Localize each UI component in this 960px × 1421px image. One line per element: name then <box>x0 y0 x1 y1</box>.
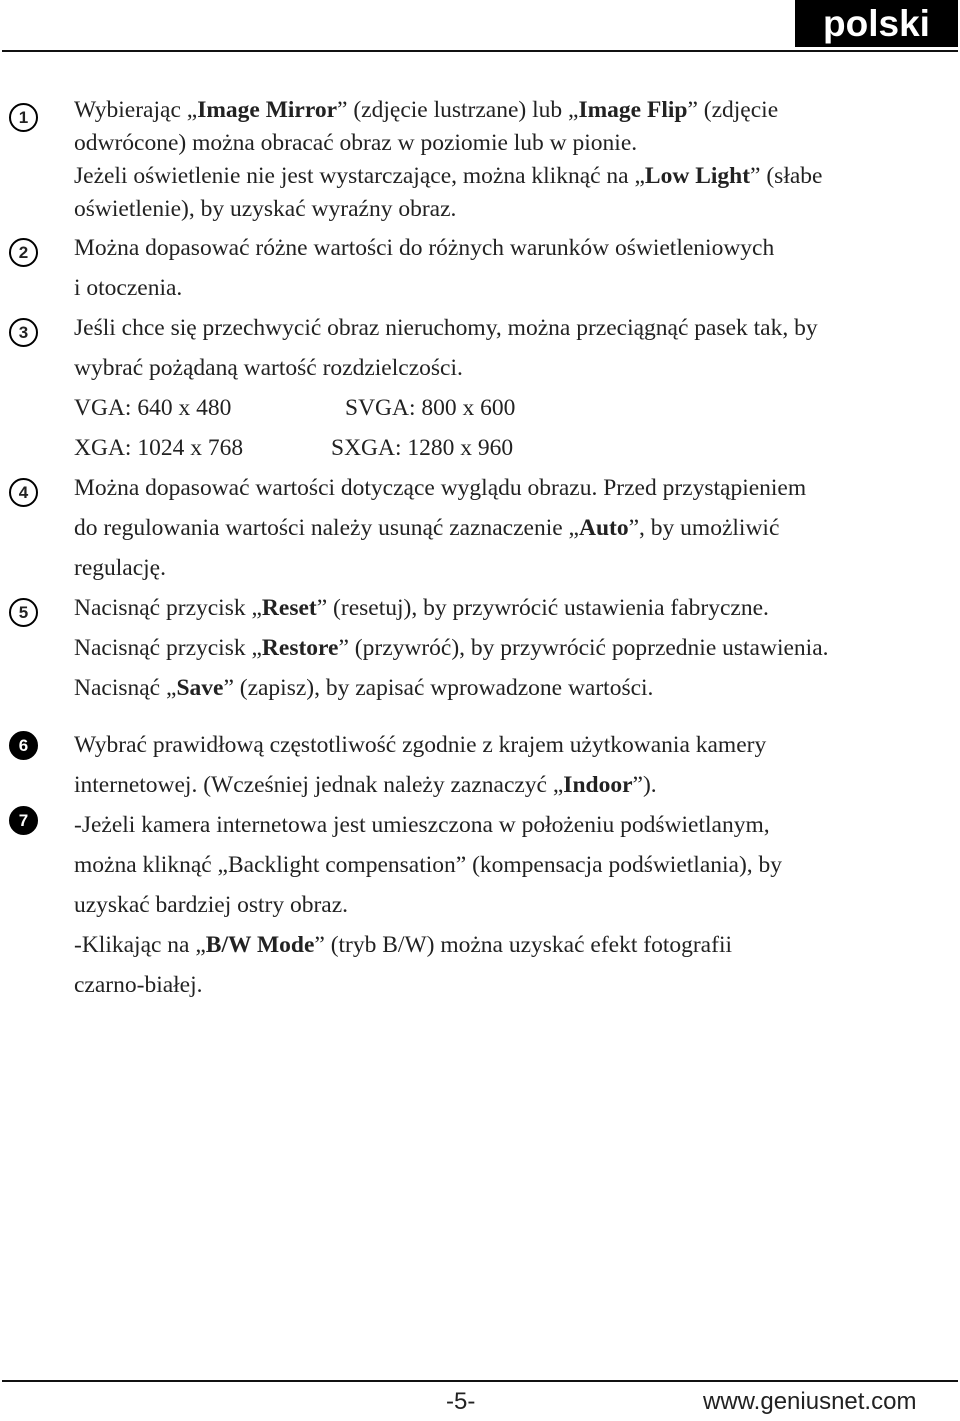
text-line: -Jeżeli kamera internetowa jest umieszczona w położeniu podświetlanym, <box>74 812 770 838</box>
step-marker-6: 6 <box>9 731 38 760</box>
text-line: Wybierając „Image Mirror” (zdjęcie lustrzane) lub „Image Flip” (zdjęcie <box>74 97 779 123</box>
text-line: regulację. <box>74 555 166 581</box>
step-marker-3: 3 <box>9 318 38 347</box>
step-marker-1: 1 <box>9 103 38 132</box>
text-line: wybrać pożądaną wartość rozdzielczości. <box>74 355 463 381</box>
text-line: internetowej. (Wcześniej jednak należy zaznaczyć „Indoor”). <box>74 772 657 798</box>
text-line: Jeśli chce się przechwycić obraz nieruchomy, można przeciągnąć pasek tak, by <box>74 315 818 341</box>
text-line: czarno-białej. <box>74 972 203 998</box>
step-marker-7: 7 <box>9 806 38 835</box>
resolution-xga: XGA: 1024 x 768 <box>74 435 244 461</box>
resolution-sxga: SXGA: 1280 x 960 <box>331 435 514 461</box>
text-line: do regulowania wartości należy usunąć zaznaczenie „Auto”, by umożliwić <box>74 515 780 541</box>
page-number: -5- <box>446 1388 476 1415</box>
resolution-row <box>74 433 513 463</box>
text-line: można kliknąć „Backlight compensation” (kompensacja podświetlania), by <box>74 852 783 878</box>
text-line: Można dopasować różne wartości do różnych warunków oświetleniowych <box>74 235 775 261</box>
text-line: Można dopasować wartości dotyczące wyglądu obrazu. Przed przystąpieniem <box>74 475 807 501</box>
step-marker-5: 5 <box>9 598 38 627</box>
resolution-svga: SVGA: 800 x 600 <box>345 395 516 421</box>
text-line: odwrócone) można obracać obraz w poziomie lub w pionie. <box>74 130 638 156</box>
resolution-vga: VGA: 640 x 480 <box>74 395 232 421</box>
text-line: i otoczenia. <box>74 275 183 301</box>
text-line: -Klikając na „B/W Mode” (tryb B/W) można uzyskać efekt fotografii <box>74 932 732 958</box>
text-line: Wybrać prawidłową częstotliwość zgodnie z krajem użytkowania kamery <box>74 732 767 758</box>
text-line: oświetlenie), by uzyskać wyraźny obraz. <box>74 196 457 222</box>
language-tab: polski <box>795 0 958 47</box>
website-link[interactable]: www.geniusnet.com <box>703 1388 917 1415</box>
text-line: Nacisnąć przycisk „Reset” (resetuj), by przywrócić ustawienia fabryczne. <box>74 595 769 621</box>
footer-rule <box>2 1380 958 1382</box>
text-line: Nacisnąć „Save” (zapisz), by zapisać wprowadzone wartości. <box>74 675 654 701</box>
resolution-row <box>74 393 515 423</box>
step-marker-2: 2 <box>9 238 38 267</box>
text-line: Nacisnąć przycisk „Restore” (przywróć), by przywrócić poprzednie ustawienia. <box>74 635 829 661</box>
step-marker-4: 4 <box>9 478 38 507</box>
text-line: uzyskać bardziej ostry obraz. <box>74 892 349 918</box>
text-line: Jeżeli oświetlenie nie jest wystarczające, można kliknąć na „Low Light” (słabe <box>74 163 823 189</box>
header-rule <box>2 50 958 52</box>
